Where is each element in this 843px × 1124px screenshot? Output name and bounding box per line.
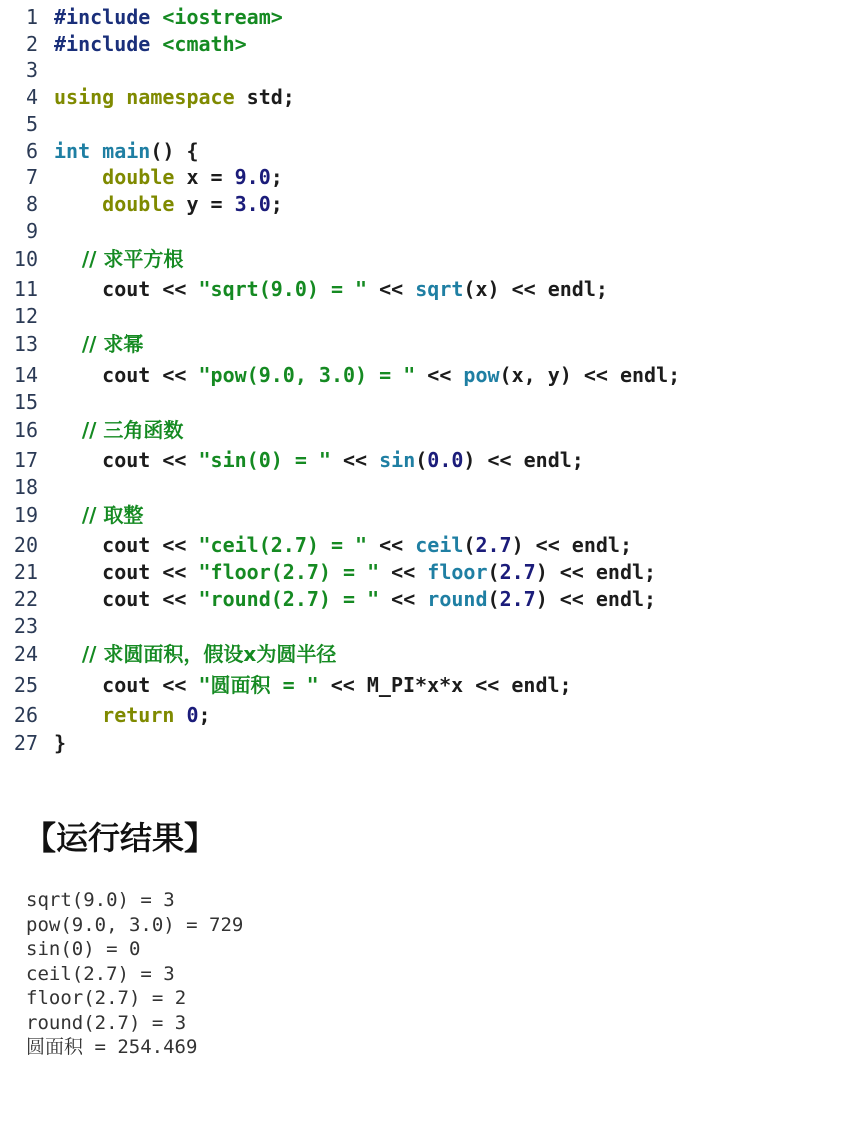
- output-line: sqrt(9.0) = 3: [26, 889, 175, 911]
- code-line: [0, 111, 54, 138]
- code-line: [0, 613, 54, 640]
- code-token: // 求幂: [54, 332, 144, 356]
- code-token: cout <<: [54, 673, 199, 697]
- code-token: double: [54, 192, 187, 216]
- code-line: [0, 191, 283, 218]
- code-line: [0, 362, 680, 389]
- code-token: // 三角函数: [54, 418, 184, 442]
- code-line: [0, 586, 656, 613]
- line-number: 15: [13, 390, 38, 414]
- code-token: "ceil(2.7) = ": [198, 533, 368, 557]
- code-line: [0, 84, 295, 111]
- code-token: ) << endl;: [535, 560, 657, 584]
- line-number: 6: [25, 139, 38, 163]
- code-line: [0, 303, 54, 330]
- line-number: 22: [13, 587, 38, 611]
- output-block: [26, 888, 243, 1060]
- line-number: 19: [13, 503, 38, 527]
- code-token: pow: [463, 363, 500, 387]
- code-token: 0: [186, 703, 199, 727]
- line-number: 1: [25, 5, 38, 29]
- code-token: (: [463, 533, 476, 557]
- code-token: return: [54, 703, 187, 727]
- line-number: 13: [13, 332, 38, 356]
- code-token: sin: [379, 448, 416, 472]
- code-token: ceil: [415, 533, 464, 557]
- code-token: 9.0: [234, 165, 271, 189]
- code-token: ) << endl;: [535, 587, 657, 611]
- code-token: y =: [186, 192, 235, 216]
- code-token: <cmath>: [162, 32, 247, 56]
- code-token: #include: [54, 5, 163, 29]
- code-token: floor: [427, 560, 488, 584]
- code-line: [0, 4, 283, 31]
- code-token: round: [427, 587, 488, 611]
- code-token: cout <<: [54, 448, 199, 472]
- output-line: round(2.7) = 3: [26, 1011, 187, 1034]
- code-line: [0, 31, 247, 58]
- output-line: pow(9.0, 3.0) = 729: [26, 913, 244, 936]
- code-token: ;: [270, 192, 283, 216]
- code-token: "pow(9.0, 3.0) = ": [198, 363, 416, 387]
- code-token: <<: [415, 363, 464, 387]
- code-line: [0, 502, 143, 529]
- code-token: #include: [54, 32, 163, 56]
- code-token: <<: [379, 560, 428, 584]
- code-token: cout <<: [54, 587, 199, 611]
- code-line: [0, 276, 608, 303]
- code-line: [0, 389, 54, 416]
- line-number: 10: [13, 247, 38, 271]
- code-token: cout <<: [54, 533, 199, 557]
- line-number: 23: [13, 614, 38, 638]
- code-line: [0, 474, 54, 501]
- code-token: // 求平方根: [54, 247, 184, 271]
- line-number: 20: [13, 533, 38, 557]
- code-token: 3.0: [234, 192, 271, 216]
- line-number: 21: [13, 560, 38, 584]
- line-number: 9: [25, 219, 38, 243]
- code-token: ) << endl;: [511, 533, 633, 557]
- code-token: ;: [270, 165, 283, 189]
- code-token: // 求圆面积，假设x为圆半径: [54, 642, 337, 666]
- code-token: 2.7: [475, 533, 512, 557]
- line-number: 4: [25, 85, 38, 109]
- code-line: [0, 138, 199, 165]
- code-token: cout <<: [54, 560, 199, 584]
- code-token: (: [487, 560, 500, 584]
- code-token: int: [54, 139, 103, 163]
- code-line: [0, 702, 211, 729]
- code-token: cout <<: [54, 363, 199, 387]
- code-line: [0, 672, 572, 699]
- code-line: [0, 331, 143, 358]
- line-number: 24: [13, 642, 38, 666]
- line-number: 26: [13, 703, 38, 727]
- line-number: 3: [25, 58, 38, 82]
- line-number: 17: [13, 448, 38, 472]
- code-line: [0, 246, 183, 273]
- line-number: 14: [13, 363, 38, 387]
- code-token: (x) << endl;: [463, 277, 608, 301]
- code-token: (: [415, 448, 428, 472]
- code-token: <<: [367, 533, 416, 557]
- line-number: 12: [13, 304, 38, 328]
- output-line: 圆面积 = 254.469: [26, 1036, 198, 1058]
- code-token: }: [54, 731, 67, 755]
- line-number: 27: [13, 731, 38, 755]
- code-token: <<: [330, 448, 380, 472]
- code-token: // 取整: [54, 503, 144, 527]
- code-token: 2.7: [499, 587, 536, 611]
- code-token: ) << endl;: [463, 448, 584, 472]
- line-number: 25: [13, 673, 38, 697]
- code-token: std;: [246, 85, 295, 109]
- code-token: double: [54, 165, 187, 189]
- code-token: x =: [186, 165, 235, 189]
- code-token: <<: [379, 587, 428, 611]
- line-number: 16: [13, 418, 38, 442]
- code-token: (x, y) << endl;: [499, 363, 681, 387]
- code-line: [0, 164, 283, 191]
- code-token: main: [102, 139, 151, 163]
- line-number: 7: [25, 165, 38, 189]
- output-line: sin(0) = 0: [26, 938, 141, 960]
- output-line: ceil(2.7) = 3: [26, 962, 175, 985]
- line-number: 5: [25, 112, 38, 136]
- code-line: [0, 641, 336, 668]
- code-line: [0, 447, 584, 474]
- code-token: "floor(2.7) = ": [198, 560, 380, 584]
- line-number: 8: [25, 192, 38, 216]
- code-token: using namespace: [54, 85, 247, 109]
- code-token: 0.0: [427, 448, 464, 472]
- code-token: "圆面积 = ": [198, 673, 319, 697]
- code-line: [0, 532, 632, 559]
- code-line: [0, 559, 656, 586]
- line-number: 2: [25, 32, 38, 56]
- code-token: sqrt: [415, 277, 464, 301]
- code-token: <iostream>: [162, 5, 283, 29]
- code-token: << M_PI*x*x << endl;: [318, 673, 572, 697]
- output-line: floor(2.7) = 2: [26, 987, 187, 1009]
- line-number: 18: [13, 475, 38, 499]
- code-token: "sin(0) = ": [198, 448, 331, 472]
- code-token: cout <<: [54, 277, 199, 301]
- code-token: () {: [150, 139, 199, 163]
- code-line: [0, 730, 66, 757]
- code-token: "round(2.7) = ": [198, 587, 380, 611]
- line-number: 11: [13, 277, 38, 301]
- code-token: 2.7: [499, 560, 536, 584]
- code-token: "sqrt(9.0) = ": [198, 277, 368, 301]
- code-line: [0, 417, 183, 444]
- code-token: ;: [198, 703, 211, 727]
- code-token: <<: [367, 277, 416, 301]
- code-line: [0, 57, 54, 84]
- code-line: [0, 218, 54, 245]
- code-token: (: [487, 587, 500, 611]
- result-heading: 【运行结果】: [24, 819, 217, 857]
